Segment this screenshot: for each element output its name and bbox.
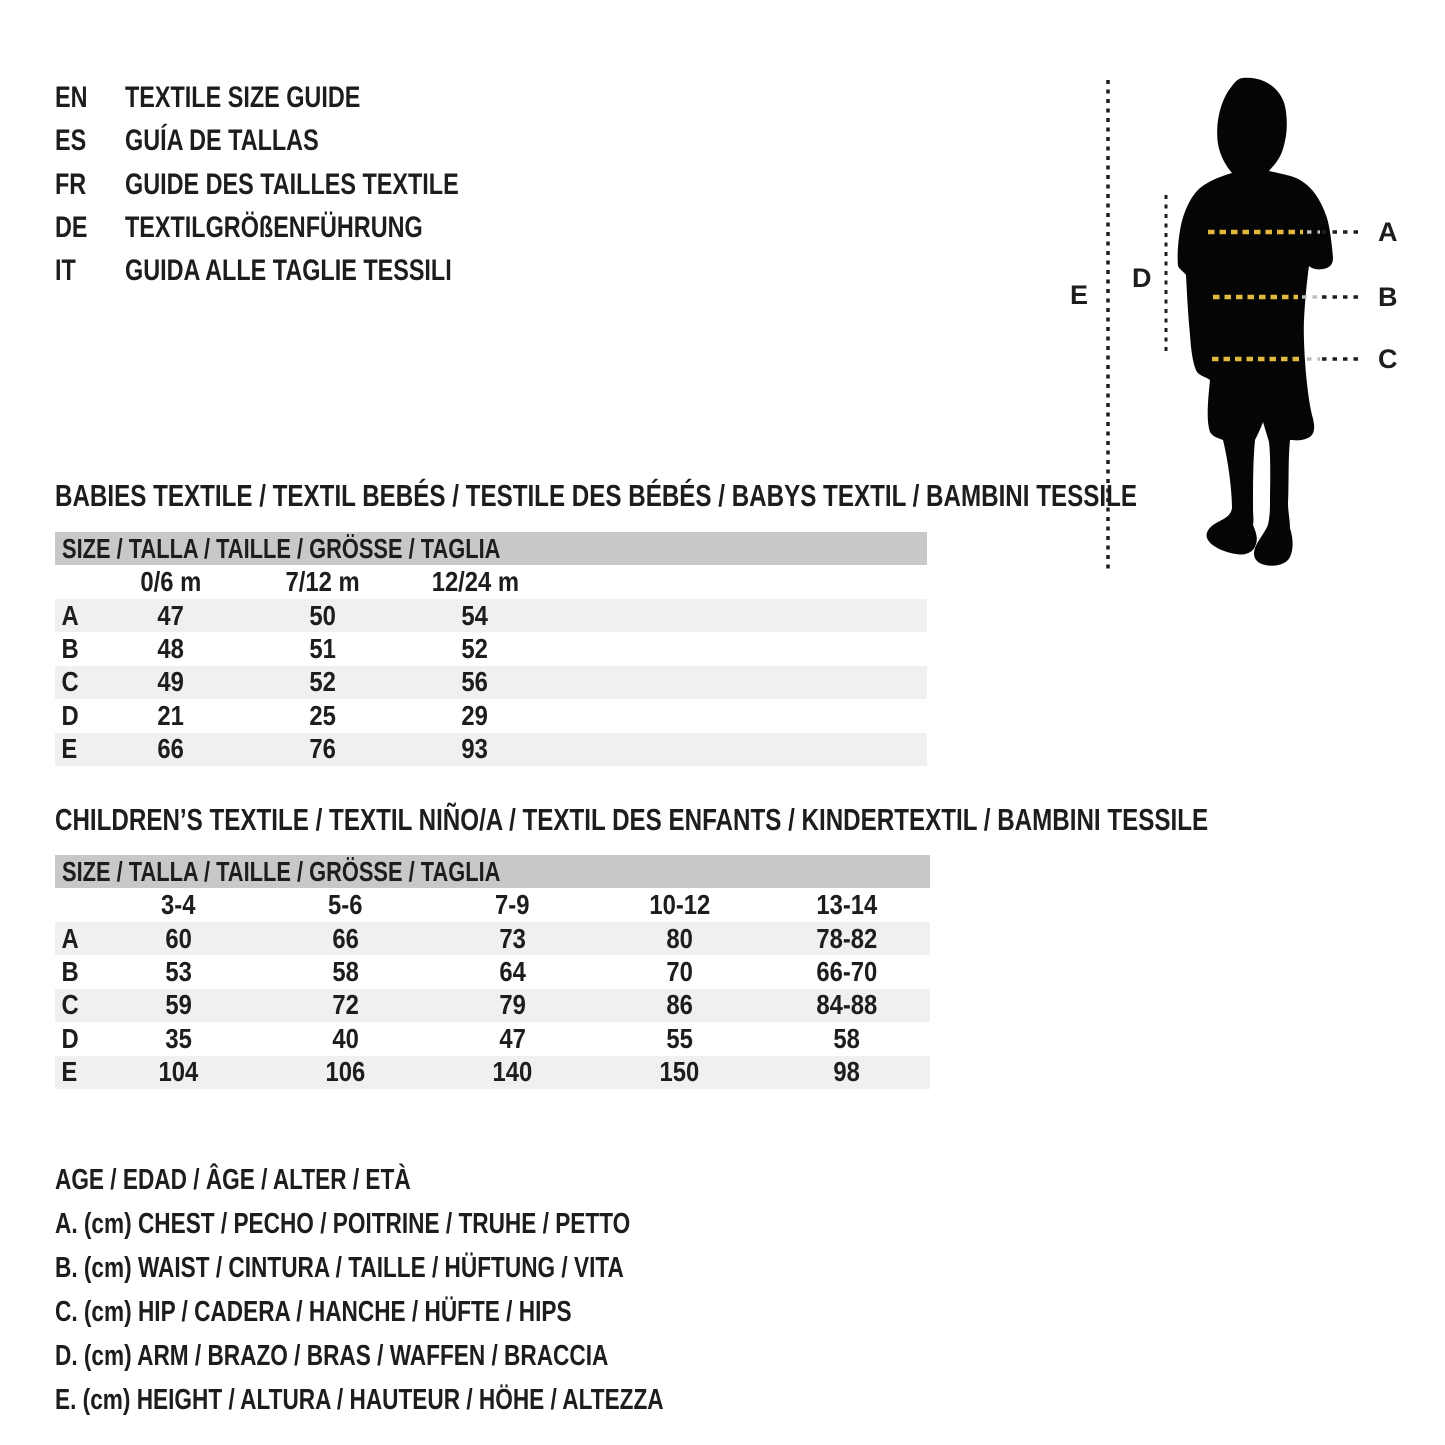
page-title-it: GUIDA ALLE TAGLIE TESSILI: [125, 254, 452, 287]
table-row: E 66 76 93: [55, 733, 927, 766]
children-col-3-4: 3-4: [161, 889, 196, 920]
babies-size-table: [55, 532, 927, 766]
figure-label-d: D: [1132, 263, 1152, 293]
babies-section-title: BABIES TEXTILE / TEXTIL BEBÉS / TESTILE DES BÉBÉS / BABYS TEXTIL / BAMBINI TESSILE: [55, 478, 1137, 513]
legend-height: E. (cm) HEIGHT / ALTURA / HAUTEUR / HÖHE / ALTEZZA: [55, 1384, 664, 1416]
babies-size-header-bar: SIZE / TALLA / TAILLE / GRÖSSE / TAGLIA: [55, 532, 927, 565]
table-row: A 47 50 54: [55, 599, 927, 632]
lang-code-en: EN: [55, 81, 88, 114]
page-title-en: TEXTILE SIZE GUIDE: [125, 81, 361, 114]
table-row: D 21 25 29: [61, 699, 489, 731]
lang-code-de: DE: [55, 211, 88, 244]
babies-column-header-row: [55, 565, 927, 599]
babies-col-12-24m: 12/24 m: [431, 566, 519, 597]
children-col-7-9: 7-9: [495, 889, 530, 920]
children-col-13-14: 13-14: [816, 889, 877, 920]
table-row: B 48 51 52: [61, 633, 489, 665]
lang-code-fr: FR: [55, 168, 87, 201]
table-row: C 49 52 56: [55, 666, 927, 699]
table-row: A 60 66 73 80 78-82: [55, 922, 930, 955]
figure-label-b: B: [1378, 282, 1398, 312]
legend-hip: C. (cm) HIP / CADERA / HANCHE / HÜFTE / HIPS: [55, 1296, 572, 1328]
legend-waist: B. (cm) WAIST / CINTURA / TAILLE / HÜFTUNG / VITA: [55, 1252, 624, 1284]
page-title-es: GUÍA DE TALLAS: [125, 124, 319, 157]
figure-label-a: A: [1378, 217, 1398, 247]
table-row: B 53 58 64 70 66-70: [61, 956, 877, 988]
table-row: E 104 106 140 150 98: [55, 1056, 930, 1089]
lang-code-it: IT: [55, 254, 76, 287]
page-title-de: TEXTILGRÖßENFÜHRUNG: [125, 211, 423, 244]
legend-chest: A. (cm) CHEST / PECHO / POITRINE / TRUHE / PETTO: [55, 1208, 631, 1240]
figure-label-e: E: [1070, 280, 1089, 310]
legend-arm: D. (cm) ARM / BRAZO / BRAS / WAFFEN / BRACCIA: [55, 1340, 609, 1372]
babies-col-0-6m: 0/6 m: [140, 566, 202, 597]
legend-age: AGE / EDAD / ÂGE / ALTER / ETÀ: [55, 1164, 411, 1196]
children-size-header-bar: SIZE / TALLA / TAILLE / GRÖSSE / TAGLIA: [55, 855, 930, 888]
figure-label-c: C: [1378, 344, 1398, 374]
measurement-figure: [1060, 60, 1445, 600]
table-row: C 59 72 79 86 84-88: [55, 989, 930, 1022]
children-col-10-12: 10-12: [649, 889, 710, 920]
table-row: D 35 40 47 55 58: [61, 1022, 860, 1054]
children-column-header-row: [55, 888, 930, 922]
child-silhouette: [1178, 78, 1333, 566]
children-section-title: CHILDREN’S TEXTILE / TEXTIL NIÑO/A / TEXTIL DES ENFANTS / KINDERTEXTIL / BAMBINI TESSILE: [55, 802, 1209, 837]
page-title-fr: GUIDE DES TAILLES TEXTILE: [125, 168, 459, 201]
children-size-table: [55, 855, 930, 1089]
babies-col-7-12m: 7/12 m: [285, 566, 361, 597]
children-col-5-6: 5-6: [328, 889, 363, 920]
lang-code-es: ES: [55, 124, 87, 157]
